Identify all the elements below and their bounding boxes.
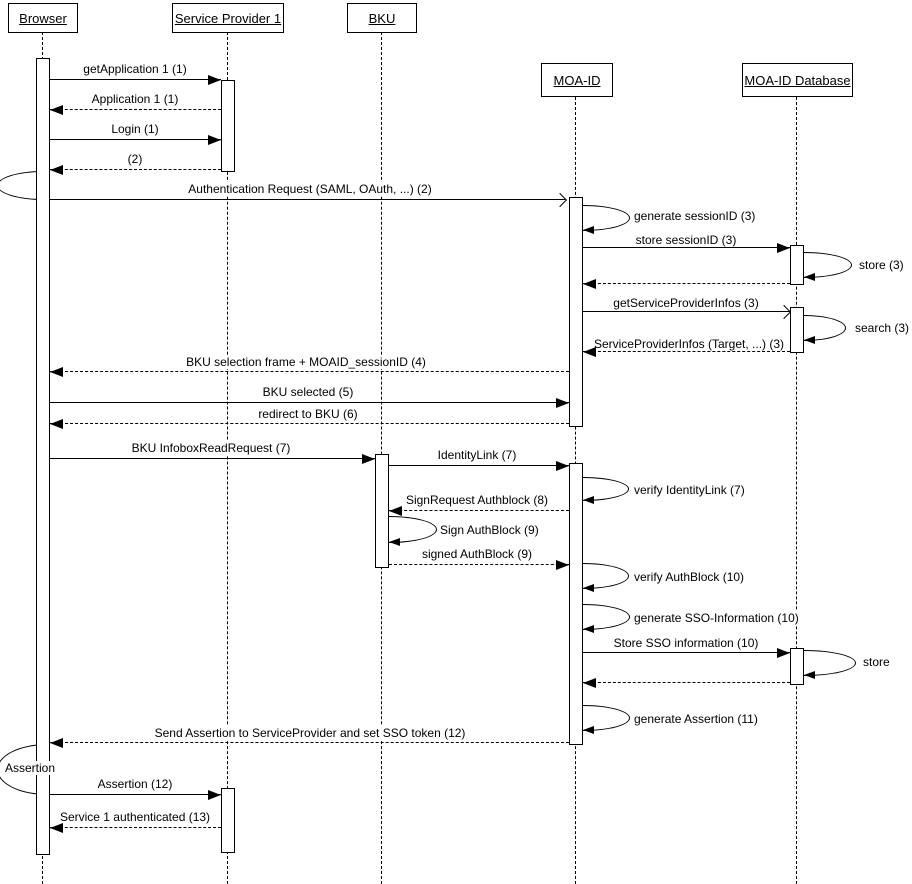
self-arrowhead-sign-authblock (389, 538, 400, 546)
arrowhead-bku-selected (556, 398, 569, 408)
message-label-search-3: search (3) (855, 321, 910, 335)
arrowhead-bku-infobox (362, 454, 375, 464)
message-line-auth-request (50, 199, 565, 200)
message-label-generate-assertion: generate Assertion (11) (634, 712, 758, 726)
arrowhead-db-return-2 (583, 678, 596, 688)
message-label-sign-authblock: Sign AuthBlock (9) (440, 523, 539, 537)
arrowhead-identity-link (556, 461, 569, 471)
actor-moa-id-database (742, 63, 853, 97)
arrowhead-store-sso (777, 648, 790, 658)
actor-browser (8, 3, 78, 33)
arrowhead-assertion-12 (208, 790, 221, 800)
arrowhead-service-authenticated (50, 823, 63, 833)
self-arrowhead-verify-authblock (583, 584, 594, 592)
message-label-store-sso: Store SSO information (10) (613, 636, 759, 650)
actor-service-provider-label: Service Provider 1 (174, 10, 282, 26)
message-label-generate-session-id: generate sessionID (3) (634, 209, 756, 223)
message-label-return-2: (2) (127, 152, 143, 166)
arrowhead-get-application (208, 75, 221, 85)
message-label-generate-sso: generate SSO-Information (10) (634, 611, 799, 625)
arrowhead-signed-authblock (556, 560, 569, 570)
actor-moa-id (541, 63, 613, 97)
self-arrowhead-verify-identity-link (583, 496, 594, 504)
open-arrowhead-auth-request (553, 193, 567, 207)
message-label-redirect-bku: redirect to BKU (6) (258, 407, 358, 421)
message-line-redirect-bku (50, 423, 569, 424)
activation-service-provider-1 (221, 80, 235, 172)
activation-db-3 (790, 648, 804, 685)
self-arrowhead-store-3 (804, 273, 815, 281)
lifeline-moa-id-database (796, 97, 797, 884)
self-arrowhead-store (804, 671, 815, 679)
actor-bku-label: BKU (368, 10, 396, 26)
message-line-bku-selection (50, 371, 569, 372)
message-label-bku-selection: BKU selection frame + MOAID_sessionID (4) (186, 355, 426, 369)
self-arrowhead-generate-sso (583, 625, 594, 633)
actor-browser-label: Browser (19, 10, 67, 26)
activation-browser (36, 58, 50, 855)
message-label-store: store (863, 655, 890, 669)
message-line-store-sso (583, 652, 790, 653)
arrowhead-application (50, 105, 63, 115)
self-arrowhead-generate-assertion (583, 726, 594, 734)
message-label-application: Application 1 (1) (91, 92, 179, 106)
arrowhead-send-assertion (50, 738, 63, 748)
arrowhead-store-session-id (777, 243, 790, 253)
activation-service-provider-2 (221, 788, 235, 853)
message-line-sign-request (389, 510, 569, 511)
actor-moa-id-label: MOA-ID (553, 72, 601, 88)
message-label-service-authenticated: Service 1 authenticated (13) (59, 810, 211, 824)
message-line-signed-authblock (389, 564, 569, 565)
message-line-service-authenticated (50, 827, 221, 828)
message-line-assertion-12 (50, 794, 221, 795)
message-line-sp-infos (583, 351, 790, 352)
message-line-application (50, 109, 221, 110)
activation-db-1 (790, 245, 804, 285)
activation-moa-id-2 (569, 463, 583, 745)
message-line-bku-selected (50, 402, 569, 403)
message-label-signed-authblock: signed AuthBlock (9) (421, 547, 533, 561)
message-label-verify-authblock: verify AuthBlock (10) (634, 570, 745, 584)
message-label-auth-request: Authentication Request (SAML, OAuth, ...) (2) (188, 182, 432, 196)
arrowhead-redirect-bku (50, 419, 63, 429)
message-line-return-2 (50, 169, 221, 170)
message-label-get-application: getApplication 1 (1) (83, 62, 187, 76)
message-label-assertion-12: Assertion (12) (97, 777, 173, 791)
arrowhead-return-2 (50, 165, 63, 175)
activation-bku (375, 454, 389, 568)
message-label-get-sp-infos: getServiceProviderInfos (3) (613, 296, 759, 310)
arrowhead-sign-request (389, 506, 402, 516)
message-label-sp-infos: ServiceProviderInfos (Target, ...) (3) (593, 337, 785, 351)
message-label-verify-identity-link: verify IdentityLink (7) (634, 483, 745, 497)
arrowhead-sp-infos (583, 347, 596, 357)
actor-service-provider (172, 3, 284, 33)
message-label-identity-link: IdentityLink (7) (437, 448, 517, 462)
message-label-sign-request: SignRequest Authblock (8) (405, 493, 549, 507)
message-line-login (50, 139, 221, 140)
message-line-get-application (50, 79, 221, 80)
self-arrowhead-generate-session-id (583, 226, 594, 234)
message-label-bku-infobox: BKU InfoboxReadRequest (7) (131, 441, 291, 455)
actor-moa-id-database-label: MOA-ID Database (744, 72, 851, 88)
self-arrowhead-search-3 (804, 336, 815, 344)
message-line-bku-infobox (50, 458, 375, 459)
message-line-send-assertion (50, 742, 569, 743)
message-label-bku-selected: BKU selected (5) (262, 385, 354, 399)
arrowhead-login (208, 135, 221, 145)
message-label-store-3: store (3) (859, 258, 904, 272)
arrowhead-db-return-1 (583, 279, 596, 289)
open-arrowhead-get-sp-infos (777, 305, 791, 319)
message-label-store-session-id: store sessionID (3) (635, 233, 737, 247)
message-line-identity-link (389, 465, 569, 466)
message-line-db-return-1 (583, 283, 790, 284)
message-line-store-session-id (583, 247, 790, 248)
activation-db-2 (790, 307, 804, 353)
message-line-get-sp-infos (583, 311, 790, 312)
message-label-send-assertion: Send Assertion to ServiceProvider and set SSO token (12) (154, 726, 466, 740)
message-label-login: Login (1) (111, 122, 159, 136)
actor-bku (347, 3, 417, 33)
message-line-db-return-2 (583, 682, 790, 683)
assertion-loop-label: Assertion (5, 761, 56, 775)
arrowhead-bku-selection (50, 367, 63, 377)
activation-moa-id-1 (569, 197, 583, 427)
